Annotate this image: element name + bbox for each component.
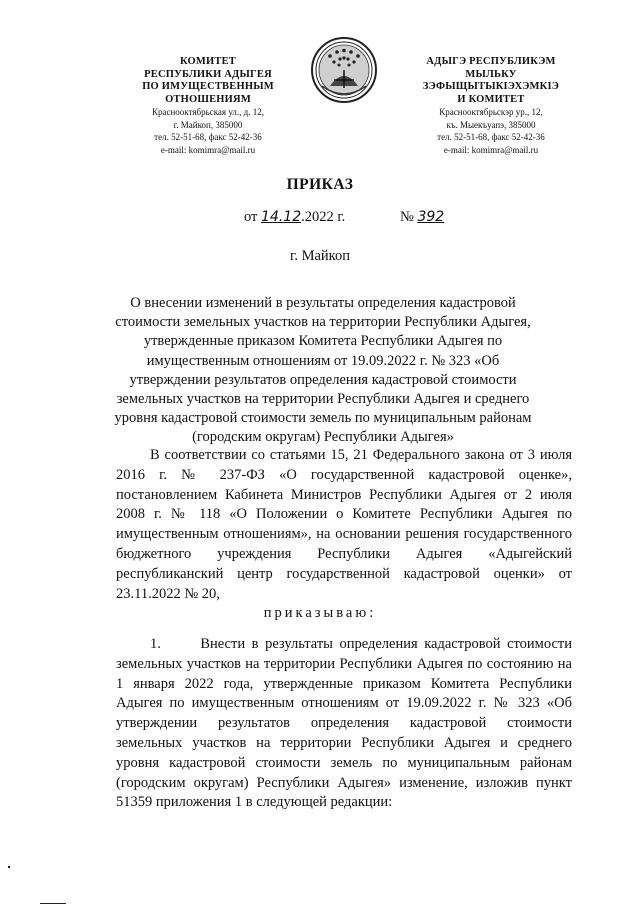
number-prefix: № — [400, 209, 414, 225]
letterhead-left — [108, 56, 308, 156]
scan-edge-mark — [40, 903, 66, 904]
preamble-paragraph: В соответствии со статьями 15, 21 Федерального закона от 3 июля 2016 г. № 237-ФЗ «О государственной кадастровой оценке», постановлением Кабинета Министров Республики Адыгея от 2 июля 2008 г. № 118 «О Положении о Комитете Республики Адыгея по имущественным отношениям», на основании решения государственного бюджетного учреждения Республики Адыгея «Адыгейский республиканский центр государственной кадастровой оценки» от 23.11.2022 № 20, — [116, 447, 572, 602]
date-prefix: от — [244, 209, 258, 225]
org-name-line2: РЕСПУБЛИКИ АДЫГЕЯ — [144, 68, 272, 80]
document-date — [244, 209, 345, 226]
date-suffix: .2022 г. — [301, 209, 346, 225]
org-email: e-mail: komimra@mail.ru — [160, 144, 256, 155]
org-address-adyghe: Краснооктябрьскэр ур., 12, — [439, 107, 543, 117]
document-city: г. Майкоп — [290, 248, 350, 264]
org-email-adyghe: e-mail: komimra@mail.ru — [443, 144, 539, 155]
order-point-1 — [116, 635, 572, 813]
number-handwritten: 392 — [417, 209, 445, 225]
org-name-line1: КОМИТЕТ — [179, 56, 236, 67]
org-name-adyghe-line2: МЫЛЬКУ ЗЭФЫЩЫТЫКІЭХЭМКІЭ — [422, 68, 560, 92]
org-address: Краснооктябрьская ул., д. 12, — [152, 107, 264, 117]
document-title: ПРИКАЗ — [286, 176, 354, 193]
org-name-adyghe-line3: И КОМИТЕТ — [457, 93, 525, 105]
org-phone: тел. 52-51-68, факс 52-42-36 — [154, 132, 262, 142]
order-heading: приказываю: — [263, 605, 377, 621]
coat-of-arms-emblem — [310, 36, 378, 104]
org-city: г. Майкоп, 385000 — [173, 119, 243, 130]
org-name-line3: ПО ИМУЩЕСТВЕННЫМ ОТНОШЕНИЯМ — [142, 81, 274, 105]
document-subject: О внесении изменений в результаты определения кадастровой стоимости земельных участков на территории Республики Адыгея, утвержденные приказом Комитета Республики Адыгея по имущественным отношениям от 19.09.2022 г. № 323 «Об утверждении результатов определения кадастровой стоимости земельных участков на территории Республики Адыгея и среднего уровня кадастровой стоимости земель по муниципальным районам (городским округам) Республики Адыгея» — [114, 295, 532, 446]
date-handwritten: 14.12 — [261, 209, 302, 225]
document-number — [400, 209, 444, 226]
point-number: 1. — [150, 636, 161, 652]
org-phone-adyghe: тел. 52-51-68, факс 52-42-36 — [437, 132, 545, 142]
point-text: Внести в результаты определения кадастровой стоимости земельных участков на территории Республики Адыгея по состоянию на 1 января 2022 года, утвержденные приказом Комитета Республики Адыгея по имущественным отношениям от 19.09.2022 г. № 323 «Об утверждении результатов определения кадастровой стоимости земельных участков на территории Республики Адыгея и среднего уровня кадастровой стоимости земель по муниципальным районам (городским округам) Республики Адыгея» изменение, изложив пункт 51359 приложения 1 в следующей редакции: — [116, 636, 572, 811]
org-city-adyghe: къ. Мыекъуапэ, 385000 — [446, 119, 536, 130]
org-name-adyghe-line1: АДЫГЭ РЕСПУБЛИКЭМ — [426, 56, 556, 67]
scan-mark — [8, 866, 10, 868]
letterhead-right — [416, 56, 566, 156]
